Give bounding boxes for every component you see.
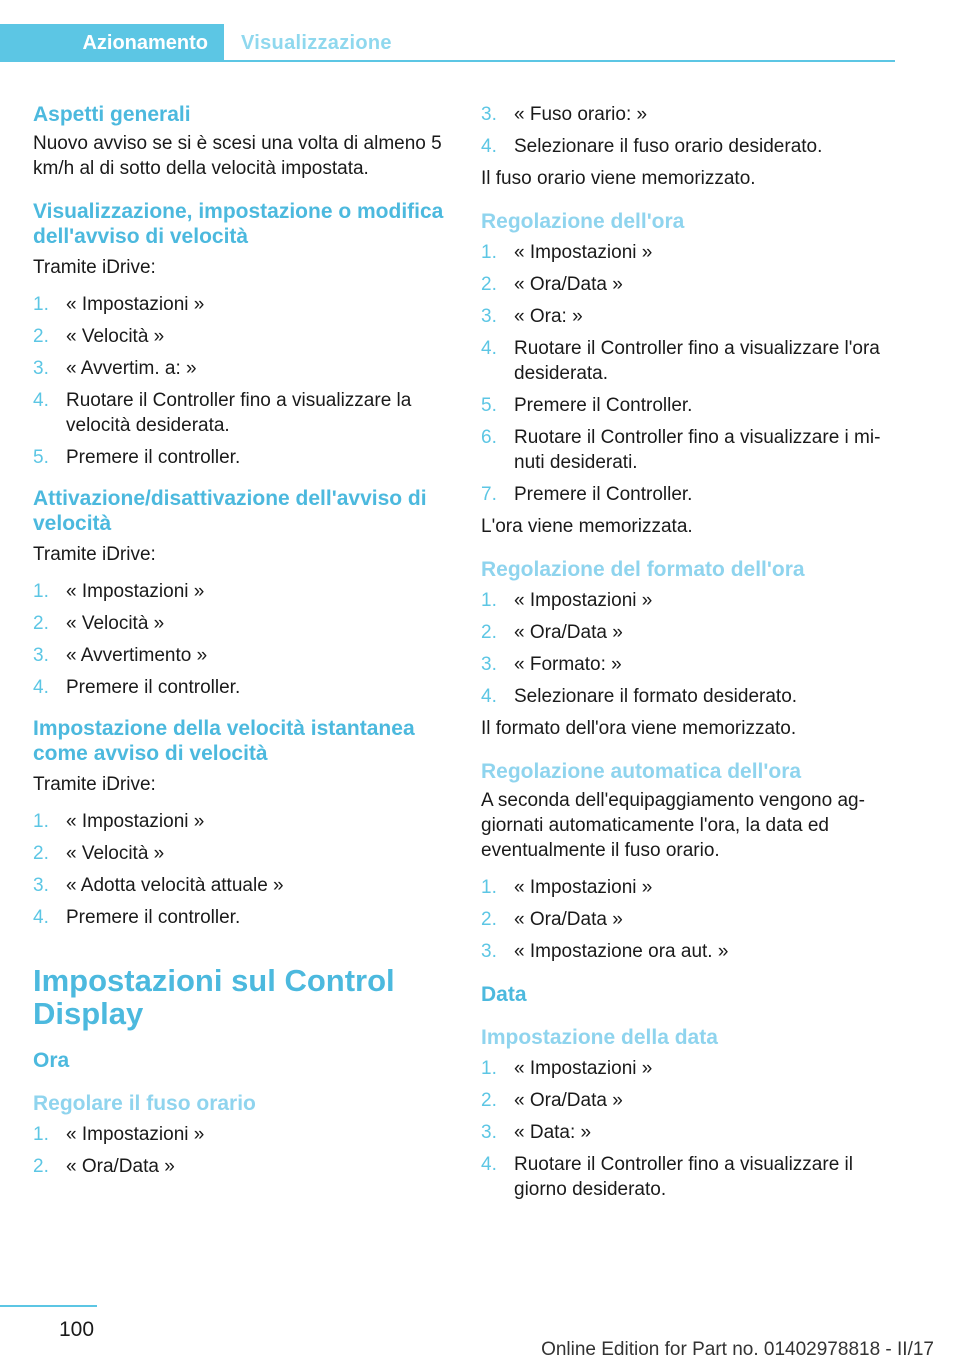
step-list	[33, 292, 448, 470]
list-item: 6. Ruotare il Controller fino a visualizzare i minuti desiderati.	[481, 427, 881, 473]
list-item: 7. Premere il Controller.	[481, 484, 693, 505]
section-title-aspetti-generali: Aspetti generali	[33, 103, 191, 126]
list-item: 1. « Impostazioni »	[33, 294, 205, 315]
list-item: 4. Selezionare il fuso orario desiderato.	[481, 136, 823, 157]
paragraph: Il fuso orario viene memorizzato.	[481, 168, 756, 189]
header-bar	[0, 24, 895, 62]
section-title-regolazione-ora: Regolazione dell'ora	[481, 210, 685, 233]
list-item: 2. « Velocità »	[33, 613, 165, 634]
step-list	[481, 875, 896, 964]
footer-rule	[0, 1305, 97, 1307]
list-item: 4. Ruotare il Controller fino a visualizzare la velocità desiderata.	[33, 390, 412, 436]
list-item: 3. « Adotta velocità attuale »	[33, 875, 284, 896]
list-item: 2. « Ora/Data »	[481, 909, 623, 930]
section-title-formato-ora: Regolazione del formato dell'ora	[481, 558, 805, 581]
section-title-regolazione-automatica: Regolazione automatica dell'ora	[481, 760, 802, 783]
list-item: 4. Premere il controller.	[33, 677, 241, 698]
page-number: 100	[59, 1318, 95, 1341]
list-item: 1. « Impostazioni »	[33, 811, 205, 832]
list-item: 1. « Impostazioni »	[481, 877, 653, 898]
paragraph: L'ora viene memorizzata.	[481, 516, 693, 537]
list-item: 4. Ruotare il Controller fino a visualizzare l'ora desiderata.	[481, 338, 880, 384]
paragraph: Tramite iDrive:	[33, 774, 156, 795]
paragraph: Il formato dell'ora viene memorizzato.	[481, 718, 797, 739]
list-item: 1. « Impostazioni »	[33, 581, 205, 602]
list-item: 1. « Impostazioni »	[33, 1124, 205, 1145]
left-column	[33, 102, 448, 1186]
footer-edition: Online Edition for Part no. 01402978818 - II/17	[541, 1339, 934, 1360]
list-item: 2. « Ora/Data »	[481, 1090, 623, 1111]
list-item: 2. « Ora/Data »	[481, 274, 623, 295]
section-title-fuso-orario: Regolare il fuso orario	[33, 1092, 256, 1115]
step-list	[481, 1056, 896, 1202]
step-list	[33, 579, 448, 700]
list-item: 4. Selezionare il formato desiderato.	[481, 686, 798, 707]
paragraph: Nuovo avviso se si è scesi una volta di almeno 5 km/h al di sotto della velocità impostata.	[33, 133, 442, 179]
subchapter-title-data: Data	[481, 983, 527, 1006]
list-item: 3. « Impostazione ora aut. »	[481, 941, 729, 962]
list-item: 3. « Avvertim. a: »	[33, 358, 197, 379]
list-item: 4. Ruotare il Controller fino a visualizzare il giorno desiderato.	[481, 1154, 853, 1200]
list-item: 2. « Velocità »	[33, 326, 165, 347]
paragraph: A seconda dell'equipaggiamento vengono aggiornati automaticamente l'ora, la data ed eventualmente il fuso orario.	[481, 790, 865, 861]
step-list	[481, 102, 896, 159]
section-title-attivazione: Attivazione/disattivazione dell'avviso di velocità	[33, 487, 427, 535]
list-item: 1. « Impostazioni »	[481, 590, 653, 611]
paragraph: Tramite iDrive:	[33, 544, 156, 565]
step-list	[33, 1122, 448, 1179]
subchapter-title-ora: Ora	[33, 1049, 70, 1072]
section-title-impostazione-data: Impostazione della data	[481, 1026, 718, 1049]
section-title-impostazione-velocita: Impostazione della velocità istantanea come avviso di velocità	[33, 717, 415, 765]
list-item: 5. Premere il controller.	[33, 447, 241, 468]
step-list	[481, 588, 896, 709]
header-tab-visualizzazione[interactable]: Visualizzazione	[241, 32, 392, 54]
list-item: 3. « Formato: »	[481, 654, 622, 675]
list-item: 2. « Velocità »	[33, 843, 165, 864]
list-item: 3. « Fuso orario: »	[481, 104, 648, 125]
step-list	[481, 240, 896, 507]
list-item: 3. « Ora: »	[481, 306, 583, 327]
list-item: 1. « Impostazioni »	[481, 242, 653, 263]
list-item: 3. « Data: »	[481, 1122, 592, 1143]
step-list	[33, 809, 448, 930]
paragraph: Tramite iDrive:	[33, 257, 156, 278]
header-rule	[224, 60, 895, 62]
list-item: 1. « Impostazioni »	[481, 1058, 653, 1079]
chapter-title: Impostazioni sul Control Display	[33, 963, 395, 1031]
list-item: 3. « Avvertimento »	[33, 645, 208, 666]
header-tab-azionamento[interactable]: Azionamento	[0, 24, 224, 62]
list-item: 2. « Ora/Data »	[481, 622, 623, 643]
list-item: 4. Premere il controller.	[33, 907, 241, 928]
list-item: 5. Premere il Controller.	[481, 395, 693, 416]
right-column	[481, 102, 896, 1209]
section-title-visualizzazione: Visualizzazione, impostazione o modifica dell'avviso di velocità	[33, 200, 444, 248]
list-item: 2. « Ora/Data »	[33, 1156, 175, 1177]
